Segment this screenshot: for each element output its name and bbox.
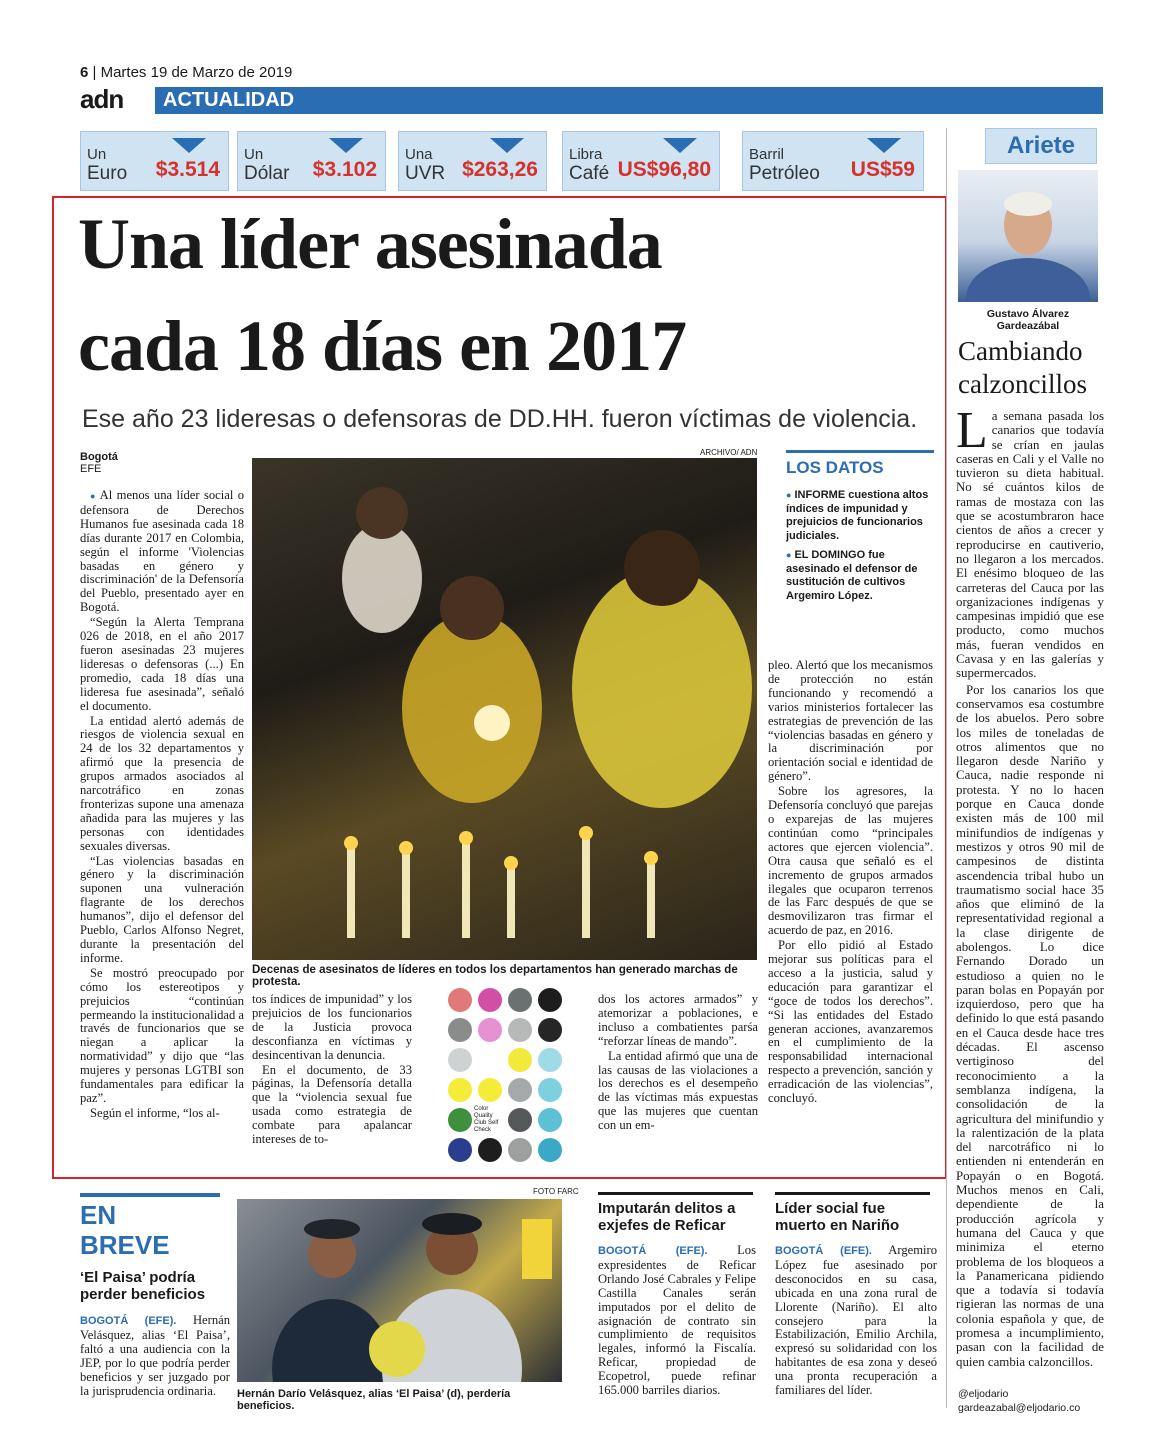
swatch-dot: [508, 988, 532, 1012]
brief-lead: BOGOTÁ (EFE).: [80, 1315, 177, 1327]
brief-title: ‘El Paisa’ podría perder beneficios: [80, 1269, 206, 1303]
paragraph: [80, 1314, 230, 1398]
paragraph: dos los actores armados” y atemorizar a poblaciones, e incluso a combatientes parśa “reforzar líneas de mando”.: [598, 992, 758, 1048]
paragraph: La entidad alertó además de riesgos de violencia sexual en 24 de los 32 departamentos y afirmó que la presencia de grupos armados asociados al narcotráfico en zonas fronterizas supone una amenaza añadida para las mujeres y las personas con identidades sexuales diversas.: [80, 713, 244, 853]
photo-illustration: [252, 458, 757, 960]
datos-key: EL DOMINGO: [794, 549, 866, 561]
indicator-petroleo: [742, 131, 924, 191]
indicator-uvr: [398, 131, 547, 191]
down-arrow-icon: [490, 138, 524, 153]
opinion-body: [956, 402, 1104, 1371]
brief-lead: BOGOTÁ (EFE).: [598, 1245, 708, 1257]
swatch-label: Color Quality Club Self Check: [474, 1106, 499, 1133]
issue-date: Martes 19 de Marzo de 2019: [100, 64, 293, 81]
header-separator: |: [92, 64, 101, 81]
indicator-cafe: [562, 131, 720, 191]
breve-label-1: EN: [80, 1200, 117, 1230]
paragraph: tos índices de impunidad” y los prejuicios de los funcionarios de la Justicia provoca desconfianza en víctimas y desincentivan la denuncia.: [252, 992, 412, 1062]
author-handle: @eljodario: [958, 1388, 1009, 1400]
indicator-value: US$96,80: [617, 158, 711, 181]
brief-text: Los expresidentes de Reficar Orlando José Cabrales y Felipe Castilla Canales serán imputados por el delito de asignación de contrato sin cumplimiento de requisitos legales, informó la Fiscalía. Reficar, propiedad de Ecopetrol, puede refinar 165.000 barriles diarios.: [598, 1243, 756, 1398]
swatch-dot: [538, 1138, 562, 1162]
author-email: gardeazabal@eljodario.co: [958, 1402, 1081, 1414]
swatch-dot: [448, 1108, 472, 1132]
datos-rule: [786, 450, 934, 453]
article-column-3: [598, 993, 758, 1134]
indicator-value: US$59: [850, 158, 915, 181]
photo-credit: FOTO FARC: [533, 1187, 579, 1196]
paragraph: pleo. Alertó que los mecanismos de protección no están funcionando y recomendó a varios ministerios fortalecer las estrategias de prevención de las “violencias basadas en género y la discriminación por orientación social e identidad de género”.: [768, 658, 933, 784]
indicator-label-1: Libra: [569, 146, 603, 163]
photo-caption: Hernán Darío Velásquez, alias ‘El Paisa’ (d), perdería beneficios.: [237, 1388, 511, 1412]
section-title: ACTUALIDAD: [163, 89, 295, 111]
paragraph: [598, 1244, 756, 1398]
paragraph-text: a semana pasada los canarios que todavía se crían en jaulas caseras en Cali y el Valle no tuvieron su dieta habitual. No sé cuántos kilos de ramas de mostaza con las que se acostumbraron hace cientos de años a crecer y reproducirse en cautiverio, no llegaron a los mercados. El enésimo bloqueo de las carreteras del Cauca por las organizaciones indígenas y campesinas impidió que ese producto, como muchos más, fueran vendidos en Cavasa y en las galerías y supermercados.: [956, 409, 1104, 681]
indicator-label-1: Un: [244, 146, 264, 163]
brief-body: [598, 1244, 756, 1399]
author-name-1: Gustavo Álvarez: [986, 308, 1070, 320]
indicator-value: $3.514: [155, 158, 220, 181]
paragraph: [775, 1244, 937, 1398]
indicator-label-2: Petróleo: [749, 163, 820, 184]
indicator-value: $263,26: [462, 158, 538, 181]
datos-text: fue asesinado el defensor de sustitución de cultivos Argemiro López.: [786, 549, 918, 602]
brief-lead: BOGOTÁ (EFE).: [775, 1245, 872, 1257]
down-arrow-icon: [172, 138, 206, 153]
subheadline: Ese año 23 lideresas o defensoras de DD.HH. fueron víctimas de violencia.: [82, 405, 918, 433]
agency: EFE: [80, 463, 102, 475]
breve-label-2: BREVE: [80, 1230, 170, 1260]
brief-text: Hernán Velásquez, alias ‘El Paisa’, faltó a una audiencia con la JEP, por lo que podría perder beneficios y ser juzgado por la jurisprudencia ordinaria.: [80, 1313, 230, 1398]
swatch-dot: [478, 1018, 502, 1042]
brief-title: Imputarán delitos a exjefes de Reficar: [598, 1200, 736, 1234]
paragraph: “Según la Alerta Temprana 026 de 2018, en el año 2017 fueron asesinadas 23 mujeres lideresas o defensoras (...) En promedio, cada 18 días una lideresa fue asesinada”, señaló el documento.: [80, 615, 244, 713]
column-divider: [946, 128, 947, 1408]
brief-body: [80, 1314, 230, 1399]
dateline: Bogotá: [80, 451, 118, 463]
breve-label: [80, 1200, 170, 1260]
swatch-dot: [538, 988, 562, 1012]
author-photo: [958, 170, 1098, 302]
opinion-title-2: calzoncillos: [958, 369, 1087, 399]
swatch-dot: [508, 1078, 532, 1102]
color-check-swatch: [440, 988, 572, 1164]
indicator-dolar: [237, 131, 386, 191]
down-arrow-icon: [663, 138, 697, 153]
indicator-label-2: Dólar: [244, 163, 290, 184]
indicator-label-2: UVR: [405, 163, 446, 184]
indicator-label-2: Café: [569, 163, 610, 184]
swatch-dot: [508, 1018, 532, 1042]
section-bar: [155, 87, 1103, 114]
paragraph: Sobre los agresores, la Defensoría concluyó que parejas o exparejas de las mujeres continúan como “principales actores que ejercen violencia”. Otra causa que señaló es el incremento de grupos armados ilegales que ocuparon terrenos de las Farc después de que se desmovilizaron tras firmar el acuerdo de paz, en 2016.: [768, 784, 933, 938]
brief-rule: [775, 1192, 930, 1195]
paragraph: Por los canarios los que conservamos esa costumbre de los abuelos. Pero sobre los miles de toneladas de otros alimentos que no llegaron desde Nariño y Cauca, nadie responde ni protesta. Y no lo hacen porque en Cauca donde existen más de 100 mil minifundios de indígenas y mestizos y otros 90 mil de campesinos de distinta ascendencia tribal hubo un traumatismo social hace 35 años que eliminó de la representatividad regional a la clase dirigente de abolengos. Lo dice Fernando Dorado un estudioso a quien no le paran bolas en Popayán por izquierdoso, pero que ha definido lo que está pasando en el Cauca desde hace tres décadas. El ascenso vertiginoso del reconocimiento a la semblanza indígena, la consolidación de la agricultura del minifundio y la ralentización de la plata del narcotráfico ni lo entienden ni entenderán en Popayán o en Bogotá. Muchos menos en Cali, dependiente de la producción agrícola y humana del Cauca y que minimiza el eterno problema de los bloqueos a la Panamericana pidiendo que a todavía si todavía rigieran las normas de una colonia española y que, de promesa a incumplimiento, pasan con la facilidad de quien cambia calzoncillos.: [956, 682, 1104, 1369]
down-arrow-icon: [867, 138, 901, 153]
datos-list: [786, 489, 932, 609]
breve-rule: [80, 1193, 220, 1197]
indicator-label-1: Un: [87, 146, 107, 163]
ariete-tag: Ariete: [985, 128, 1097, 164]
swatch-dot: [448, 1078, 472, 1102]
indicator-label-1: Barril: [749, 146, 785, 163]
headline-line-2: cada 18 días en 2017: [78, 306, 687, 386]
swatch-dot: [538, 1108, 562, 1132]
brief-text: Argemiro López fue asesinado por desconocidos en su casa, ubicada en una zona rural de Llorente (Nariño). El alto consejero para la Estabilización, Emilio Archila, expresó su solidaridad con los habitantes de esa zona y deseó una pronta recuperación a familiares del líder.: [775, 1243, 938, 1398]
swatch-dot: [448, 988, 472, 1012]
el-paisa-photo: [237, 1199, 562, 1382]
swatch-dot: [538, 1078, 562, 1102]
datos-item: [786, 549, 932, 603]
headline-line-1: Una líder asesinada: [78, 204, 662, 284]
photo-illustration: [237, 1199, 562, 1382]
swatch-dot: [478, 1138, 502, 1162]
datos-title: LOS DATOS: [786, 458, 884, 477]
article-column-4: [768, 659, 933, 1107]
paragraph: Se mostró preocupado por cómo los estereotipos y prejuicios “continúan permeando la institucionalidad a través de funcionarios que se niegan a aplicar la normatividad” y dijo que “las mujeres y personas LGTBI son fundamentales para edificar la paz”.: [80, 965, 245, 1105]
indicator-label-2: Euro: [87, 163, 128, 184]
swatch-dot: [448, 1048, 472, 1072]
article-column-1: [80, 489, 244, 1122]
author-portrait: [958, 170, 1098, 302]
datos-text: cuestiona altos índices de impunidad y prejuicios de funcionarios judiciales.: [786, 489, 929, 542]
brief-title: Líder social fue muerto en Nariño: [775, 1200, 900, 1234]
swatch-dot: [478, 988, 502, 1012]
paragraph: La entidad afirmó que una de las causas de las violaciones a los derechos es el desempeño de las víctimas más expuestas que las mujeres que cuentan con un em-: [598, 1048, 758, 1133]
indicator-euro: [80, 131, 229, 191]
datos-key: INFORME: [794, 489, 846, 501]
paragraph: ● Al menos una líder social o defensora de Derechos Humanos fue asesinada cada 18 días durante 2017 en Colombia, según el informe 'Violencias basadas en género y discriminación' de la Defensoría del Pueblo, presentado ayer en Bogotá.: [80, 489, 244, 615]
opinion-title-1: Cambiando: [958, 336, 1083, 366]
author-name-2: Gardeazábal: [996, 320, 1060, 332]
swatch-dot: [508, 1138, 532, 1162]
paragraph: “Las violencias basadas en género y la discriminación suponen una vulneración flagrante de los derechos humanos”, dijo el defensor del Pueblo, Carlos Alfonso Negret, durante la presentación del informe.: [80, 853, 244, 965]
page-number: 6: [80, 64, 89, 81]
swatch-dot: [478, 1078, 502, 1102]
swatch-dot: [538, 1048, 562, 1072]
swatch-dot: [448, 1138, 472, 1162]
swatch-dot: [448, 1018, 472, 1042]
swatch-dot: [538, 1018, 562, 1042]
down-arrow-icon: [329, 138, 363, 153]
datos-item: [786, 489, 932, 543]
photo-caption: Decenas de asesinatos de líderes en todos los departamentos han generado marchas de protesta.: [252, 964, 738, 988]
photo-credit: ARCHIVO/ ADN: [700, 448, 758, 457]
page-header: [80, 64, 292, 81]
brief-rule: [598, 1192, 753, 1195]
swatch-dot: [508, 1048, 532, 1072]
indicator-label-1: Una: [405, 146, 433, 163]
swatch-dot: [508, 1108, 532, 1132]
article-column-2: [252, 993, 412, 1148]
paragraph: Según el informe, “los al-: [90, 1105, 220, 1120]
paragraph: En el documento, de 33 páginas, la Defensoría detalla que la “violencia sexual fue usada como estrategia de combate para apalancar intereses de to-: [252, 1062, 412, 1147]
brief-body: [775, 1244, 937, 1399]
drop-cap: L: [956, 402, 988, 459]
protest-candles-photo: [252, 458, 757, 960]
adn-logo: adn: [80, 84, 124, 114]
indicator-value: $3.102: [312, 158, 377, 181]
paragraph: [956, 402, 1104, 681]
paragraph: Por ello pidió al Estado mejorar sus políticas para el acceso a la justicia, salud y educación para garantizar el “goce de todos los derechos”. “Si las entidades del Estado generan acciones, avanzaremos en el cumplimiento de la responsabilidad internacional respecto a prevención, sanción y erradicación de las violencias”, concluyó.: [768, 938, 933, 1106]
